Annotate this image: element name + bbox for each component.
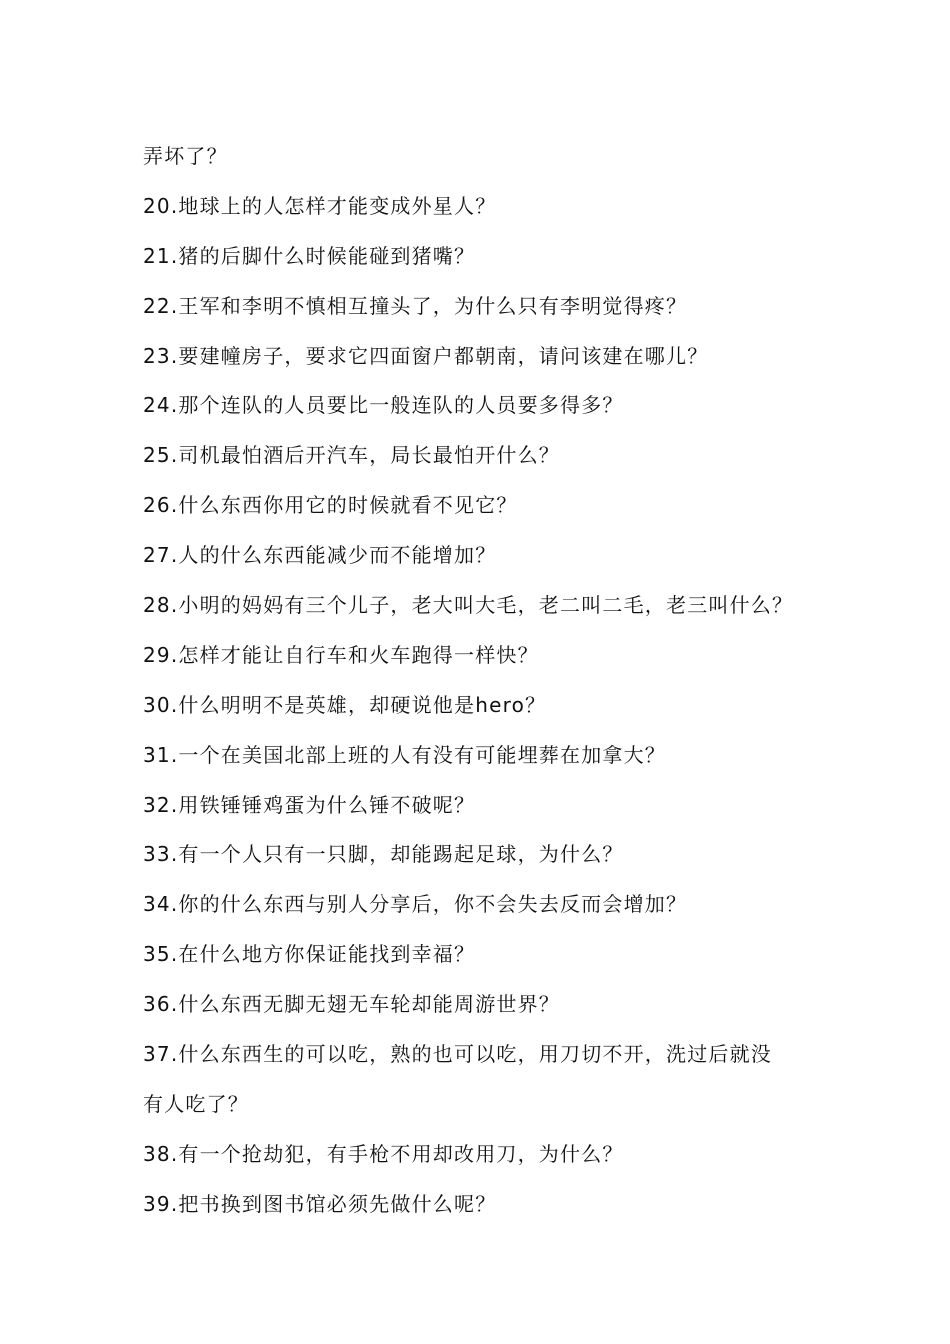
question-list xyxy=(143,132,843,1230)
question-37: 37.什么东西生的可以吃，熟的也可以吃，用刀切不开，洗过后就没 xyxy=(143,1042,773,1067)
question-28: 28.小明的妈妈有三个儿子，老大叫大毛，老二叫二毛，老三叫什么？ xyxy=(143,593,794,618)
question-30: 30.什么明明不是英雄，却硬说他是hero？ xyxy=(143,692,547,717)
question-27: 27.人的什么东西能减少而不能增加？ xyxy=(143,543,497,568)
question-23: 23.要建幢房子，要求它四面窗户都朝南，请问该建在哪儿？ xyxy=(143,343,709,368)
question-34: 34.你的什么东西与别人分享后，你不会失去反而会增加？ xyxy=(143,892,688,917)
question-33: 33.有一个人只有一只脚，却能踢起足球，为什么？ xyxy=(143,842,624,867)
question-31: 31.一个在美国北部上班的人有没有可能埋葬在加拿大？ xyxy=(143,742,667,767)
question-26: 26.什么东西你用它的时候就看不见它？ xyxy=(143,493,518,518)
question-25: 25.司机最怕酒后开汽车，局长最怕开什么？ xyxy=(143,443,561,468)
question-38: 38.有一个抢劫犯，有手枪不用却改用刀，为什么？ xyxy=(143,1141,624,1166)
question-36: 36.什么东西无脚无翅无车轮却能周游世界？ xyxy=(143,992,561,1017)
question-22: 22.王军和李明不慎相互撞头了，为什么只有李明觉得疼？ xyxy=(143,293,688,318)
question-32: 32.用铁锤锤鸡蛋为什么锤不破呢？ xyxy=(143,792,476,817)
question-37-continued: 有人吃了？ xyxy=(143,1091,249,1116)
question-35: 35.在什么地方你保证能找到幸福？ xyxy=(143,942,476,967)
question-21: 21.猪的后脚什么时候能碰到猪嘴？ xyxy=(143,243,476,268)
question-20: 20.地球上的人怎样才能变成外星人？ xyxy=(143,193,497,218)
question-39: 39.把书换到图书馆必须先做什么呢？ xyxy=(143,1191,497,1216)
question-24: 24.那个连队的人员要比一般连队的人员要多得多？ xyxy=(143,393,624,418)
text-line: 弄坏了？ xyxy=(143,144,228,168)
question-29: 29.怎样才能让自行车和火车跑得一样快？ xyxy=(143,642,539,667)
